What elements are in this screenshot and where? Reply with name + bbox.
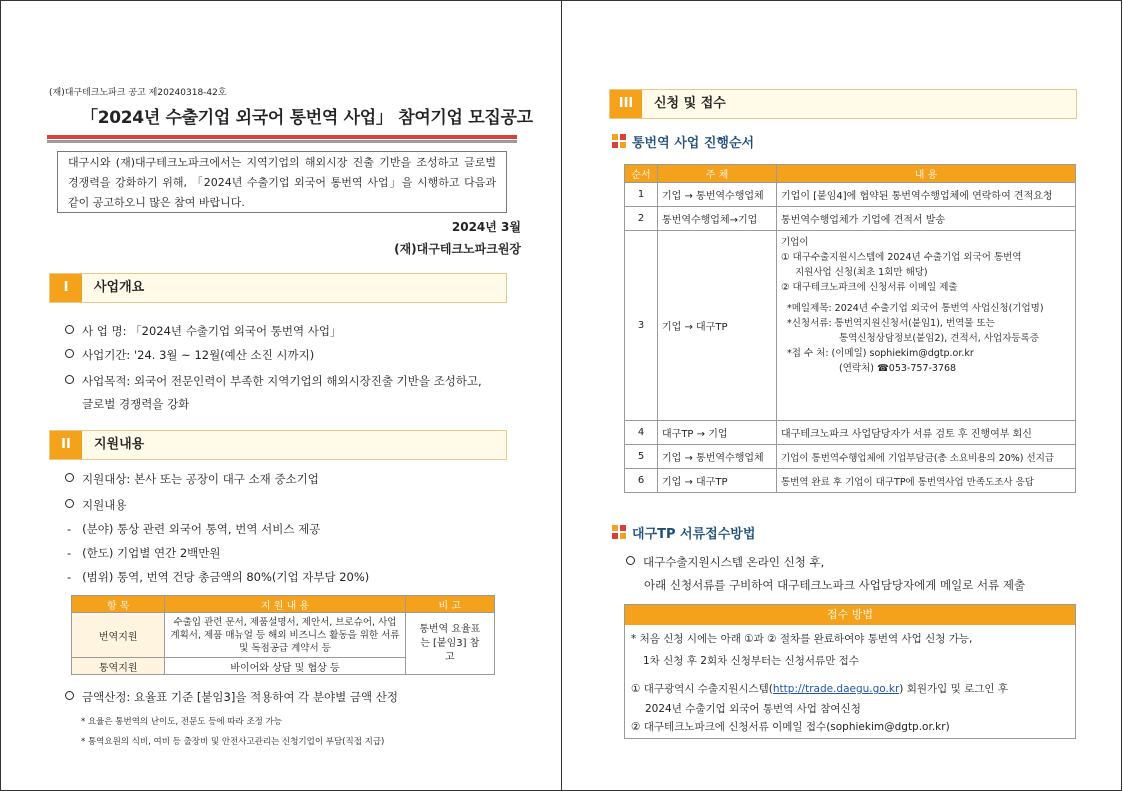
- bullet-circle-icon: [626, 556, 635, 565]
- section-1-header: [49, 273, 507, 303]
- orange-squares-icon: [612, 134, 626, 148]
- orange-squares-icon: [612, 525, 626, 539]
- process-row-actor: 기업 → 통번역수행업체: [658, 183, 777, 207]
- business-name: 사 업 명: 「2024년 수출기업 외국어 통번역 사업」: [65, 323, 341, 339]
- method-line: ② 대구테크노파크에 신청서류 이메일 접수(sophiekim@dgtp.or.kr): [631, 721, 950, 733]
- process-table-header-no: 순서: [625, 165, 658, 183]
- method-title: 대구TP 서류접수방법: [632, 527, 756, 542]
- notice-number: (재)대구테크노파크 공고 제20240318-42호: [49, 88, 227, 98]
- issuer: (재)대구테크노파크원장: [394, 242, 521, 256]
- process-row-content: 통번역 완료 후 기업이 대구TP에 통번역사업 만족도조사 응답: [777, 469, 1076, 493]
- support-table-item: 통역지원: [72, 658, 165, 675]
- trade-site-link[interactable]: http://trade.daegu.go.kr: [772, 683, 900, 695]
- support-content: 지원내용: [65, 497, 126, 513]
- process-table-header-actor: 주 체: [658, 165, 777, 183]
- process-table-header-content: 내 용: [777, 165, 1076, 183]
- process-row-no: 6: [625, 469, 658, 493]
- process-row-no: 4: [625, 421, 658, 445]
- section-2-header: [49, 430, 507, 460]
- bullet-circle-icon: [65, 499, 74, 508]
- bullet-circle-icon: [65, 473, 74, 482]
- support-table: [71, 595, 495, 675]
- bullet-circle-icon: [65, 325, 74, 334]
- right-page: [561, 0, 1122, 791]
- support-table-content: 수출입 관련 문서, 제품설명서, 제안서, 브로슈어, 사업계획서, 제품 매뉴얼 등 해외 비즈니스 활동을 위한 서류 및 독점공급 계약서 등: [165, 613, 405, 658]
- section-1-number: I: [50, 274, 82, 302]
- support-table-content: 바이어와 상담 및 협상 등: [165, 658, 405, 675]
- process-row-3-content: 기업이 ① 대구수출지원시스템에 2024년 수출기업 외국어 통번역 지원사업 신청(최초 1회만 해당) ② 대구테크노파크에 신청서류 이메일 제출 *메일제목: 2024년 수출기업 외국어 통번역 사업신청(기업명) *신청서류: 통번역지원신청서(붙임1), 번역물 또는 통역신청상담정보(붙임2), 견적서, 사업자등록증 *접 수 처: (이메일) sophiekim@dgtp.or.kr (연락처) ☎053-757-3768: [777, 231, 1076, 421]
- method-box: [624, 604, 1076, 739]
- section-2-number: II: [50, 431, 82, 459]
- process-row-no: 5: [625, 445, 658, 469]
- business-purpose: 사업목적: 외국어 전문인력이 부족한 지역기업의 해외시장진출 기반을 조성하고,: [65, 373, 482, 389]
- bullet-circle-icon: [65, 375, 74, 384]
- method-line: * 처음 신청 시에는 아래 ①과 ② 절차를 완료하여야 통번역 사업 신청 가능,: [631, 633, 973, 645]
- process-row-no: 3: [625, 231, 658, 421]
- support-table-note: 통번역 요율표는 [붙임3] 참고: [405, 613, 494, 675]
- page-title: 「2024년 수출기업 외국어 통번역 사업」 참여기업 모집공고: [81, 108, 533, 128]
- support-table-header-content: 지 원 내 용: [165, 596, 405, 613]
- support-limit: - (한도) 기업별 연간 2백만원: [67, 546, 221, 560]
- process-row-content: 기업이 [붙임4]에 협약된 통번역수행업체에 연락하여 견적요청: [777, 183, 1076, 207]
- section-1-label: 사업개요: [94, 280, 145, 295]
- process-table: [624, 164, 1076, 493]
- section-3-number: III: [610, 90, 642, 118]
- business-purpose-cont: 글로벌 경쟁력을 강화: [82, 397, 190, 411]
- bullet-circle-icon: [65, 349, 74, 358]
- support-range: - (범위) 통역, 번역 건당 총금액의 80%(기업 자부담 20%): [67, 570, 370, 584]
- method-line: 2024년 수출기업 외국어 통번역 사업 참여신청: [645, 703, 861, 715]
- section-3-header: [609, 89, 1077, 119]
- process-row-no: 1: [625, 183, 658, 207]
- method-box-header: 접수 방법: [625, 605, 1075, 625]
- footnote: * 통역요원의 식비, 여비 등 출장비 및 안전사고관리는 신청기업이 부담(직접 지급): [81, 737, 385, 747]
- title-rule-gray: [47, 140, 517, 143]
- process-row-content: 기업이 통번역수행업체에 기업부담금(총 소요비용의 20%) 선지급: [777, 445, 1076, 469]
- business-period: 사업기간: '24. 3월 ~ 12월(예산 소진 시까지): [65, 347, 314, 363]
- process-row-actor: 기업 → 대구TP: [658, 231, 777, 421]
- process-row-content: 통번역수행업체가 기업에 견적서 발송: [777, 207, 1076, 231]
- process-row-actor: 기업 → 통번역수행업체: [658, 445, 777, 469]
- amount-calc: 금액산정: 요율표 기준 [붙임3]을 적용하여 각 분야별 금액 산정: [65, 689, 398, 705]
- process-row-actor: 기업 → 대구TP: [658, 469, 777, 493]
- title-rule-red: [47, 135, 517, 139]
- notice-date: 2024년 3월: [451, 220, 521, 234]
- intro-text: 대구시와 (재)대구테크노파크에서는 지역기업의 해외시장 진출 기반을 조성하고 글로벌 경쟁력을 강화하기 위해, 「2024년 수출기업 외국어 통번역 사업」을 시행하고 다음과 같이 공고하오니 많은 참여 바랍니다.: [68, 156, 496, 209]
- process-row-no: 2: [625, 207, 658, 231]
- method-bullet: 대구수출지원시스템 온라인 신청 후,: [626, 554, 824, 570]
- section-2-label: 지원내용: [94, 437, 145, 452]
- process-row-actor: 대구TP → 기업: [658, 421, 777, 445]
- support-field: - (분야) 통상 관련 외국어 통역, 번역 서비스 제공: [67, 522, 321, 536]
- intro-box: [57, 151, 507, 213]
- process-row-content: 대구테크노파크 사업담당자가 서류 검토 후 진행여부 회신: [777, 421, 1076, 445]
- support-table-header-item: 항 목: [72, 596, 165, 613]
- process-title: 통번역 사업 진행순서: [632, 136, 755, 151]
- method-line: ① 대구광역시 수출지원시스템(http://trade.daegu.go.kr) 회원가입 및 로그인 후: [631, 683, 1008, 695]
- method-line: 1차 신청 후 2회차 신청부터는 신청서류만 접수: [643, 655, 859, 667]
- section-3-label: 신청 및 접수: [654, 96, 726, 111]
- support-table-header-note: 비 고: [405, 596, 494, 613]
- left-page: [0, 0, 562, 791]
- support-table-item: 번역지원: [72, 613, 165, 658]
- support-target: 지원대상: 본사 또는 공장이 대구 소재 중소기업: [65, 471, 319, 487]
- process-row-actor: 통번역수행업체→기업: [658, 207, 777, 231]
- footnote: * 요율은 통번역의 난이도, 전문도 등에 따라 조정 가능: [81, 717, 283, 727]
- bullet-circle-icon: [65, 691, 74, 700]
- method-bullet-cont: 아래 신청서류를 구비하여 대구테크노파크 사업담당자에게 메일로 서류 제출: [644, 578, 1026, 592]
